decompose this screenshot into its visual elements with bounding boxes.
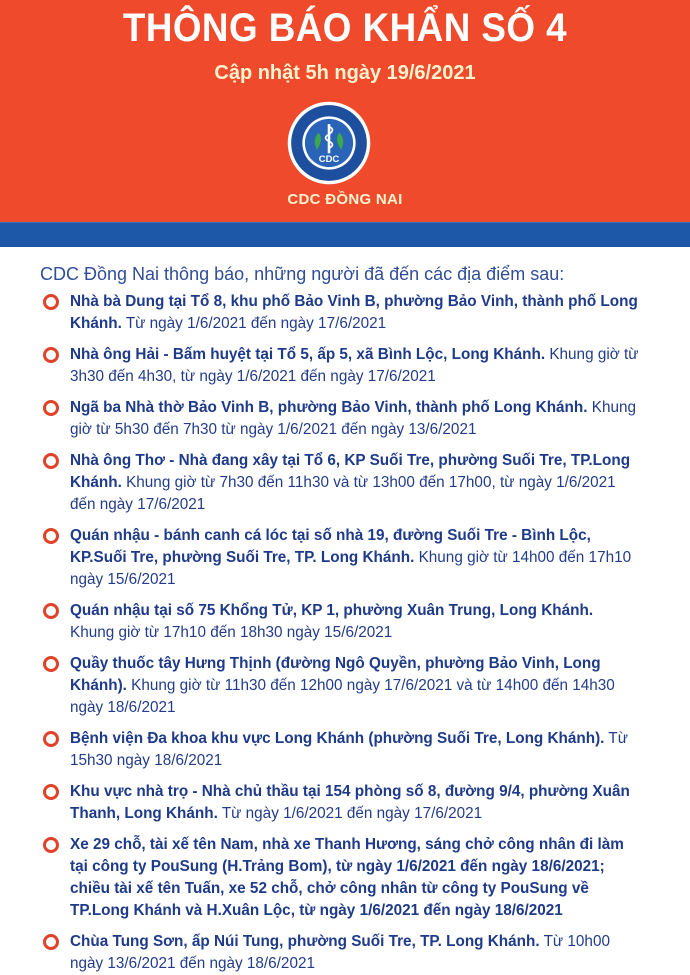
notice-body	[0, 247, 690, 975]
bullet-icon	[43, 731, 59, 747]
bullet-icon	[43, 294, 59, 310]
list-item: Quán nhậu tại số 75 Khổng Tử, KP 1, phường Xuân Trung, Long Khánh. Khung giờ từ 17h10 đến 18h30 ngày 15/6/2021	[0, 600, 690, 644]
list-item: Khu vực nhà trọ - Nhà chủ thầu tại 154 phòng số 8, đường 9/4, phường Xuân Thanh, Long Khánh. Từ ngày 1/6/2021 đến ngày 17/6/2021	[0, 781, 690, 825]
list-item: Ngã ba Nhà thờ Bảo Vinh B, phường Bảo Vinh, thành phố Long Khánh. Khung giờ từ 5h30 đến 7h30 từ ngày 1/6/2021 đến ngày 13/6/2021	[0, 397, 690, 441]
page-title: THÔNG BÁO KHẨN SỐ 4	[122, 6, 568, 50]
location-list	[0, 291, 690, 975]
list-item: Nhà ông Thơ - Nhà đang xây tại Tổ 6, KP Suối Tre, phường Suối Tre, TP.Long Khánh. Khung giờ từ 7h30 đến 11h30 và từ 13h00 đến 17h00, từ ngày 1/6/2021 đến ngày 17/6/2021	[0, 450, 690, 516]
update-time: Cập nhật 5h ngày 19/6/2021	[214, 62, 476, 84]
bullet-icon	[43, 347, 59, 363]
intro-text: CDC Đồng Nai thông báo, những người đã đến các địa điểm sau:	[40, 264, 565, 284]
list-item: Xe 29 chỗ, tài xế tên Nam, nhà xe Thanh Hương, sáng chở công nhân đi làm tại công ty PouSung (H.Trảng Bom), từ ngày 1/6/2021 đến ngày 18/6/2021; chiều tài xế tên Tuấn, xe 52 chỗ, chở công nhân từ công ty PouSung về TP.Long Khánh và H.Xuân Lộc, từ ngày 1/6/2021 đến ngày 18/6/2021	[0, 834, 690, 922]
cdc-logo	[286, 100, 372, 186]
bullet-icon	[43, 528, 59, 544]
header-banner	[0, 0, 690, 222]
list-item: Quán nhậu - bánh canh cá lóc tại số nhà 19, đường Suối Tre - Bình Lộc, KP.Suối Tre, phường Suối Tre, TP. Long Khánh. Khung giờ từ 14h00 đến 17h10 ngày 15/6/2021	[0, 525, 690, 591]
list-item: Nhà bà Dung tại Tổ 8, khu phố Bảo Vinh B, phường Bảo Vinh, thành phố Long Khánh. Từ ngày 1/6/2021 đến ngày 17/6/2021	[0, 291, 690, 335]
bullet-icon	[43, 934, 59, 950]
list-item: Nhà ông Hải - Bấm huyệt tại Tổ 5, ấp 5, xã Bình Lộc, Long Khánh. Khung giờ từ 3h30 đến 4h30, từ ngày 1/6/2021 đến ngày 17/6/2021	[0, 344, 690, 388]
svg-text:CDC: CDC	[318, 153, 340, 165]
bullet-icon	[43, 400, 59, 416]
bullet-icon	[43, 453, 59, 469]
list-item: Quầy thuốc tây Hưng Thịnh (đường Ngô Quyền, phường Bảo Vinh, Long Khánh). Khung giờ từ 11h30 đến 12h00 ngày 17/6/2021 và từ 14h00 đến 14h30 ngày 18/6/2021	[0, 653, 690, 719]
bullet-icon	[43, 603, 59, 619]
list-item: Bệnh viện Đa khoa khu vực Long Khánh (phường Suối Tre, Long Khánh). Từ 15h30 ngày 18/6/2021	[0, 728, 690, 772]
organization-name: CDC ĐỒNG NAI	[287, 191, 403, 208]
bullet-icon	[43, 784, 59, 800]
blue-divider	[0, 222, 690, 247]
bullet-icon	[43, 837, 59, 853]
bullet-icon	[43, 656, 59, 672]
list-item: Chùa Tung Sơn, ấp Núi Tung, phường Suối Tre, TP. Long Khánh. Từ 10h00 ngày 13/6/2021 đến ngày 18/6/2021	[0, 931, 690, 975]
